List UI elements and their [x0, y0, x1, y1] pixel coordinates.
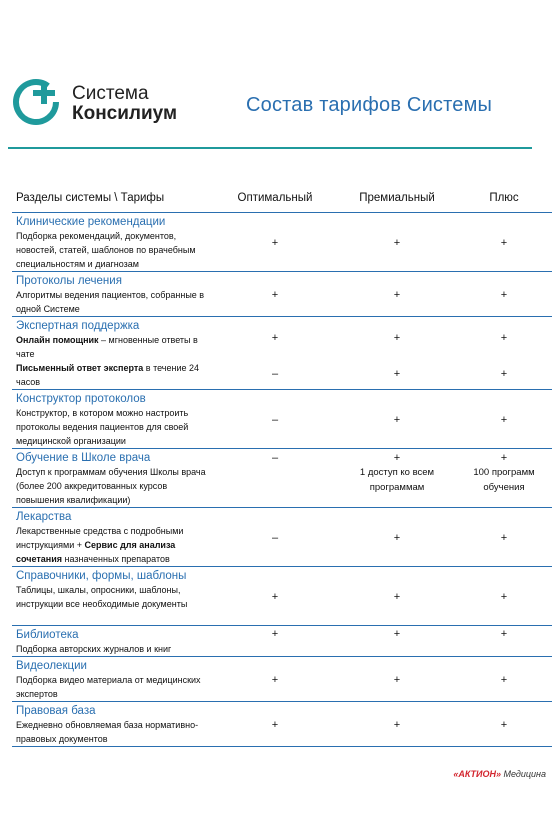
mark-premium: +	[338, 657, 456, 702]
table-row	[12, 390, 552, 449]
table-row	[12, 657, 552, 702]
section-title: Экспертная поддержка	[16, 320, 140, 332]
mark-premium: +	[338, 702, 456, 747]
mark-premium: +	[338, 508, 456, 567]
mark-plus: +	[456, 657, 552, 702]
section-description: Конструктор, в котором можно настроить протоколы ведения пациентов для своей медицинской организации	[16, 408, 189, 446]
section-description: Подборка видео материала от медицинских экспертов	[16, 675, 201, 699]
header-sections: Разделы системы \ Тарифы	[12, 183, 212, 213]
table-row	[12, 213, 552, 272]
premium-note: 1 доступ ко всем программам	[359, 467, 435, 493]
mark-plus: +	[456, 702, 552, 747]
mark-premium: +	[393, 332, 401, 344]
section-title: Видеолекции	[16, 660, 87, 672]
mark-plus: +	[500, 368, 508, 380]
section-title: Библиотека	[16, 629, 79, 641]
mark-optimal: +	[212, 702, 338, 747]
mark-plus: +	[456, 213, 552, 272]
footer-brand-rest: Медицина	[501, 769, 546, 779]
section-title: Конструктор протоколов	[16, 393, 146, 405]
mark-plus: +	[456, 567, 552, 626]
table-row	[12, 567, 552, 626]
mark-premium: +	[393, 452, 401, 464]
konsilium-logo-icon	[12, 78, 60, 126]
mark-optimal: +	[212, 272, 338, 317]
mark-premium: +	[338, 390, 456, 449]
table-row	[12, 508, 552, 567]
mark-plus: +	[500, 452, 508, 464]
section-description: Таблицы, шкалы, опросники, шаблоны, инструкции все необходимые документы	[16, 585, 188, 609]
mark-optimal: –	[212, 390, 338, 449]
mark-optimal: +	[212, 213, 338, 272]
desc-bold: Онлайн помощник	[16, 335, 99, 345]
mark-premium: +	[338, 626, 456, 657]
mark-premium: +	[338, 272, 456, 317]
section-title: Правовая база	[16, 705, 96, 717]
mark-plus: +	[456, 508, 552, 567]
table-row	[12, 702, 552, 747]
mark-optimal: –	[212, 508, 338, 567]
desc-text: назначенных препаратов	[62, 554, 170, 564]
mark-plus: +	[456, 626, 552, 657]
brand-line2: Консилиум	[72, 103, 178, 124]
section-title: Лекарства	[16, 511, 72, 523]
mark-optimal: +	[212, 657, 338, 702]
title-divider	[8, 147, 532, 149]
mark-plus: +	[500, 332, 508, 344]
section-title: Справочники, формы, шаблоны	[16, 570, 187, 582]
brand-line1: Система	[72, 83, 149, 104]
desc-text: в течение 24 часов	[16, 363, 199, 387]
mark-optimal: –	[271, 368, 279, 380]
section-title: Обучение в Школе врача	[16, 452, 151, 464]
desc-text: Лекарственные средства с подробными инструкциями +	[16, 526, 184, 550]
header-tariff-plus: Плюс	[456, 183, 552, 213]
mark-plus: +	[456, 390, 552, 449]
section-title: Клинические рекомендации	[16, 216, 166, 228]
table-row	[12, 626, 552, 657]
desc-bold: Письменный ответ эксперта	[16, 363, 144, 373]
mark-optimal: +	[212, 567, 338, 626]
section-description: Доступ к программам обучения Школы врача (более 200 аккредитованных курсов повышения квалификации)	[16, 467, 206, 505]
footer-brand	[453, 769, 546, 779]
table-row	[12, 449, 552, 508]
page-title: Состав тарифов Системы	[246, 94, 493, 116]
mark-plus: +	[456, 272, 552, 317]
mark-optimal: –	[271, 452, 279, 464]
footer-brand-name: «АКТИОН»	[453, 769, 501, 779]
desc-text: – мгновенные ответы в чате	[16, 335, 198, 359]
section-description: Ежедневно обновляемая база нормативно-правовых документов	[16, 720, 199, 744]
desc-bold: Сервис для анализа сочетания	[16, 540, 176, 564]
mark-premium: +	[338, 213, 456, 272]
header-tariff-optimal: Оптимальный	[212, 183, 338, 213]
tariff-table	[12, 183, 552, 747]
section-description: Подборка авторских журналов и книг	[16, 644, 172, 654]
mark-premium: +	[338, 567, 456, 626]
header-tariff-premium: Премиальный	[338, 183, 456, 213]
plus-note: 100 программ обучения	[473, 467, 535, 493]
table-row	[12, 272, 552, 317]
section-description	[16, 361, 212, 389]
section-description	[16, 524, 212, 566]
table-row	[12, 317, 552, 390]
mark-optimal: +	[212, 626, 338, 657]
brand-name	[72, 84, 177, 124]
section-description: Подборка рекомендаций, документов, новостей, статей, шаблонов по врачебным специальностям и диагнозам	[16, 231, 196, 269]
section-description: Алгоритмы ведения пациентов, собранные в одной Системе	[16, 290, 205, 314]
mark-premium: +	[393, 368, 401, 380]
table-header-row	[12, 183, 552, 213]
mark-optimal: +	[271, 332, 279, 344]
section-title: Протоколы лечения	[16, 275, 122, 287]
section-description	[16, 333, 212, 361]
